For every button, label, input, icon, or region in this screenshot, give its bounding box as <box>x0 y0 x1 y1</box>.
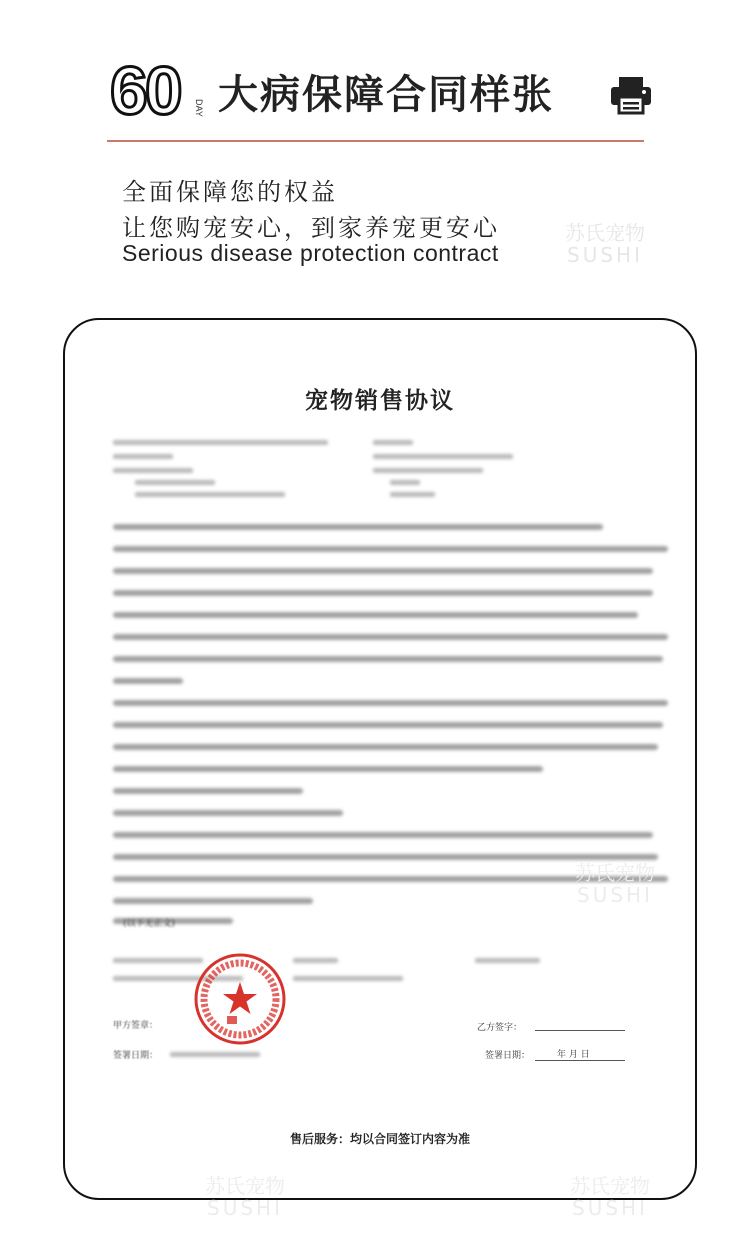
watermark-cn: 苏氏宠物 <box>570 1174 650 1198</box>
watermark-en: SUSHI <box>207 1196 283 1220</box>
intro-line-2: 让您购宠安心，到家养宠更安心 <box>122 214 500 242</box>
page-title: 大病保障合同样张 <box>218 72 554 118</box>
party-b-sign-line <box>535 1030 625 1031</box>
watermark-en: SUSHI <box>577 883 653 907</box>
watermark <box>205 1175 285 1219</box>
party-a-date-value <box>170 1052 260 1057</box>
days-number: 60 <box>110 53 180 129</box>
contract-card <box>63 318 697 1200</box>
days-unit: DAY <box>194 99 204 117</box>
watermark-cn: 苏氏宠物 <box>565 221 645 245</box>
intro-line-1: 全面保障您的权益 <box>122 178 338 206</box>
section-note: (以下无正文) <box>123 919 176 929</box>
divider <box>107 140 644 142</box>
watermark <box>565 222 645 266</box>
contract-title: 宠物销售协议 <box>305 387 455 414</box>
printer-icon <box>610 75 652 115</box>
watermark-cn: 苏氏宠物 <box>575 861 655 885</box>
watermark-cn: 苏氏宠物 <box>205 1174 285 1198</box>
intro-line-3: Serious disease protection contract <box>122 240 499 266</box>
party-a-date-label: 签署日期： <box>113 1051 159 1061</box>
watermark <box>575 862 655 906</box>
company-seal <box>193 952 287 1046</box>
party-b-date-line <box>535 1060 625 1061</box>
after-sales-note: 售后服务：均以合同签订内容为准 <box>289 1132 470 1146</box>
party-b-date-value: 年 月 日 <box>557 1050 590 1060</box>
watermark-en: SUSHI <box>572 1196 648 1220</box>
watermark <box>570 1175 650 1219</box>
party-a-sign-label: 甲方签章： <box>113 1021 159 1031</box>
party-b-date-label: 签署日期： <box>485 1051 531 1061</box>
party-b-sign-label: 乙方签字： <box>477 1023 523 1033</box>
watermark-en: SUSHI <box>567 243 643 267</box>
page-header <box>110 55 650 145</box>
